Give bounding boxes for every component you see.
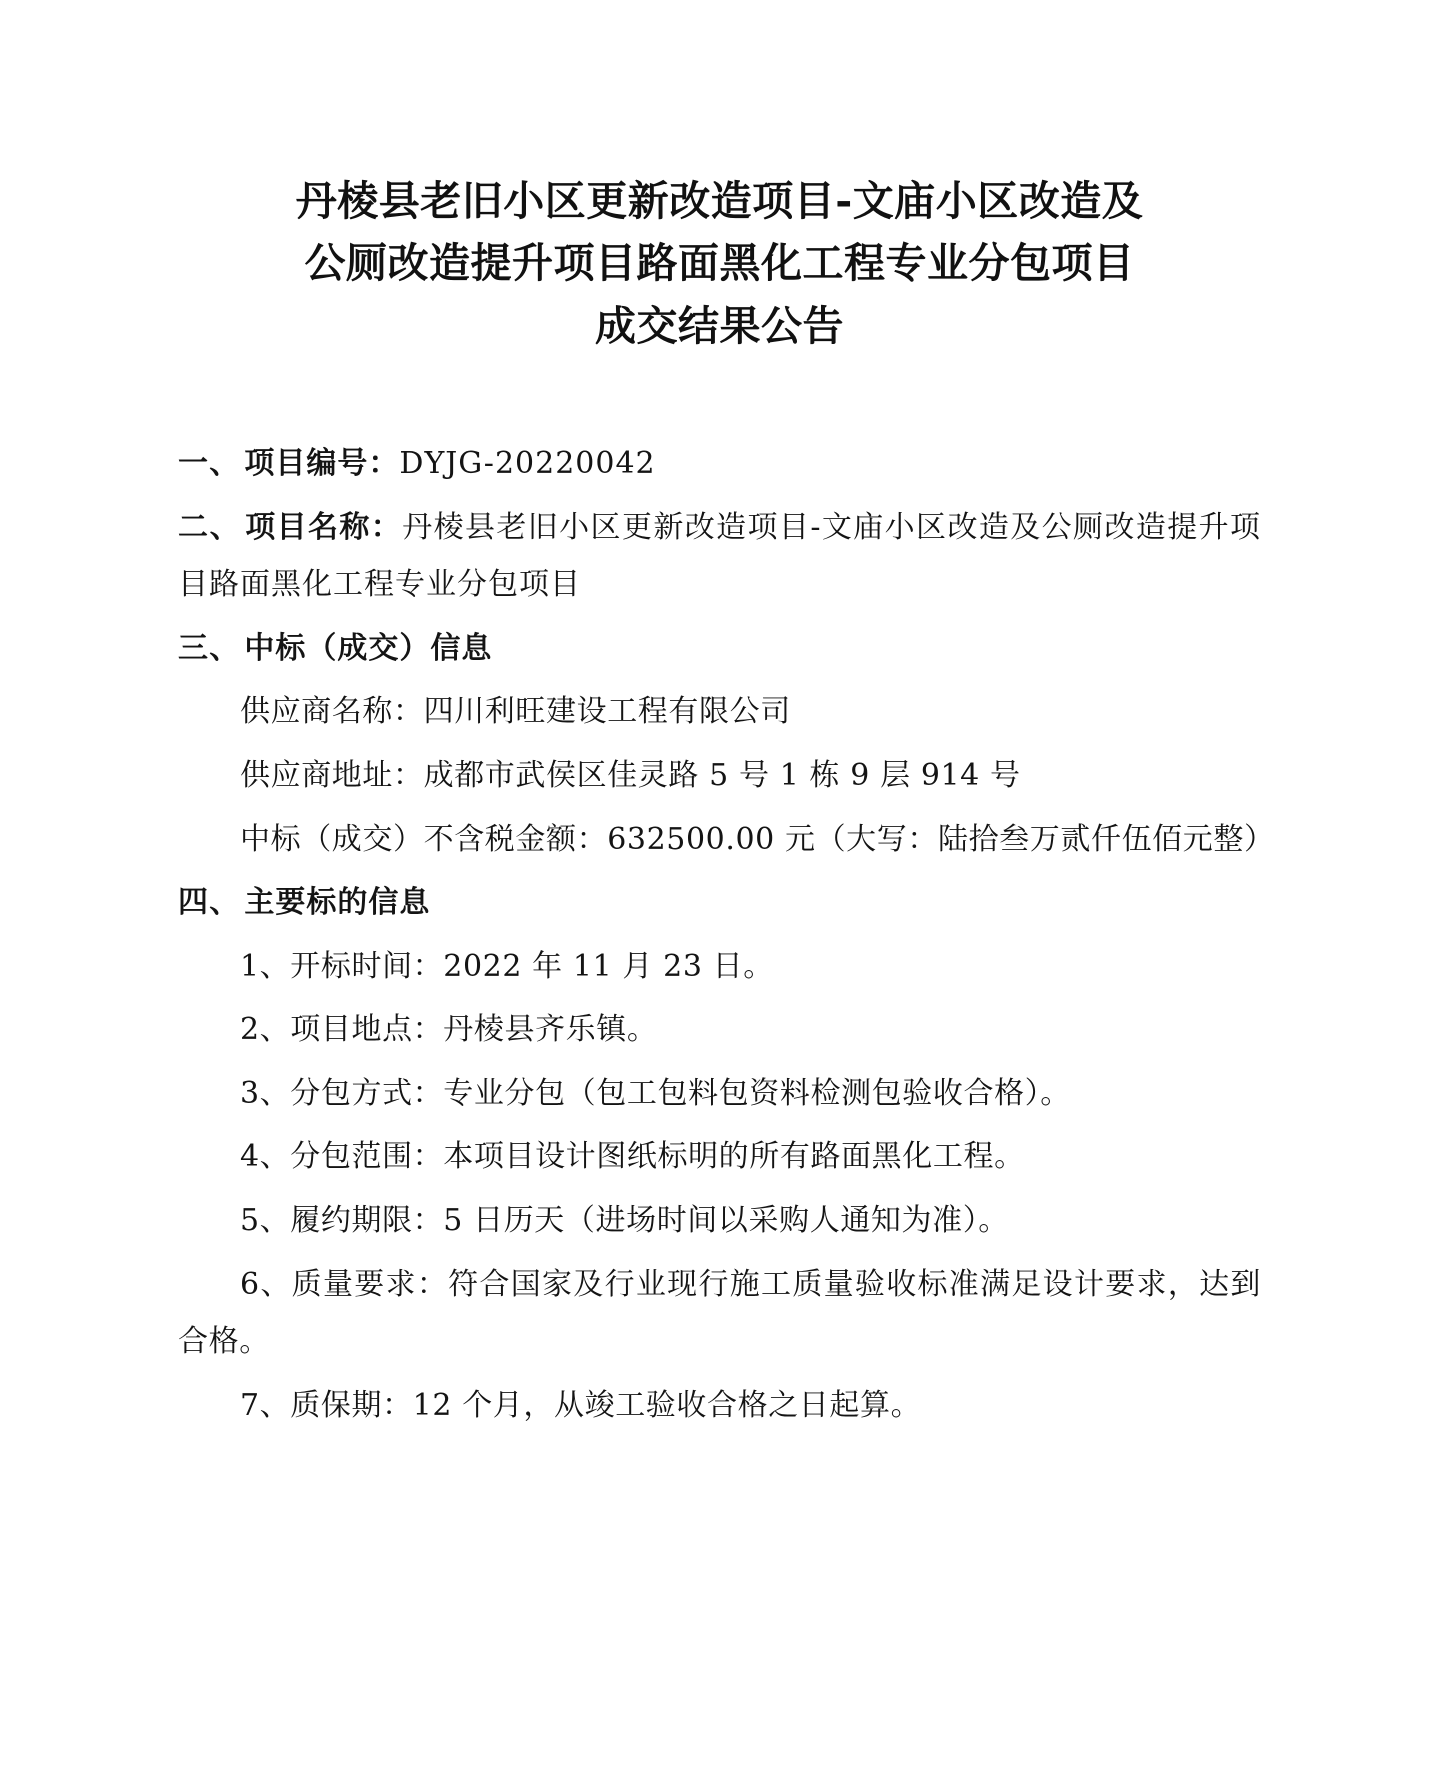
supplier-name-line: 供应商名称：四川利旺建设工程有限公司 <box>240 694 791 730</box>
section-2-label: 项目名称： <box>245 509 403 545</box>
section-3-number: 三、 <box>178 630 241 666</box>
supplier-address-line: 供应商地址：成都市武侯区佳灵路 5 号 1 栋 9 层 914 号 <box>240 757 1021 793</box>
section-award-info-heading <box>178 620 1261 678</box>
section-4-number: 四、 <box>178 885 241 921</box>
page-title <box>178 170 1261 357</box>
subject-item-quality-requirement: 6、质量要求：符合国家及行业现行施工质量验收标准满足设计要求，达到合格。 <box>178 1266 1261 1360</box>
project-name-value: 丹棱县老旧小区更新改造项目-文庙小区改造及公厕改造提升项目路面黑化工程专业分包项目 <box>178 509 1262 603</box>
subject-item-warranty-period: 7、质保期：12 个月，从竣工验收合格之日起算。 <box>240 1387 922 1423</box>
section-4-label: 主要标的信息 <box>244 885 431 921</box>
page-title-line-3: 成交结果公告 <box>595 301 844 350</box>
subject-item-bid-opening-time: 1、开标时间：2022 年 11 月 23 日。 <box>240 948 774 984</box>
subject-item-subcontract-method: 3、分包方式：专业分包（包工包料包资料检测包验收合格）。 <box>240 1075 1071 1111</box>
award-amount-line: 中标（成交）不含税金额：632500.00 元（大写：陆拾叁万贰仟伍佰元整） <box>240 821 1275 857</box>
subject-item-subcontract-scope: 4、分包范围：本项目设计图纸标明的所有路面黑化工程。 <box>240 1139 1025 1175</box>
section-main-subject-heading <box>178 874 1261 932</box>
section-1-label: 项目编号： <box>244 445 400 481</box>
page-title-line-2: 公厕改造提升项目路面黑化工程专业分包项目 <box>304 239 1135 288</box>
section-2-number: 二、 <box>178 509 242 545</box>
document-body <box>178 435 1275 1435</box>
page-title-line-1: 丹棱县老旧小区更新改造项目-文庙小区改造及 <box>295 177 1144 225</box>
project-number-value: DYJG-20220042 <box>399 445 656 481</box>
section-1-number: 一、 <box>178 445 241 481</box>
subject-item-project-location: 2、项目地点：丹棱县齐乐镇。 <box>240 1012 658 1048</box>
section-project-name <box>178 499 1261 614</box>
subject-item-performance-period: 5、履约期限：5 日历天（进场时间以采购人通知为准）。 <box>240 1203 1009 1239</box>
section-3-label: 中标（成交）信息 <box>244 630 493 666</box>
section-project-number <box>178 435 1261 493</box>
